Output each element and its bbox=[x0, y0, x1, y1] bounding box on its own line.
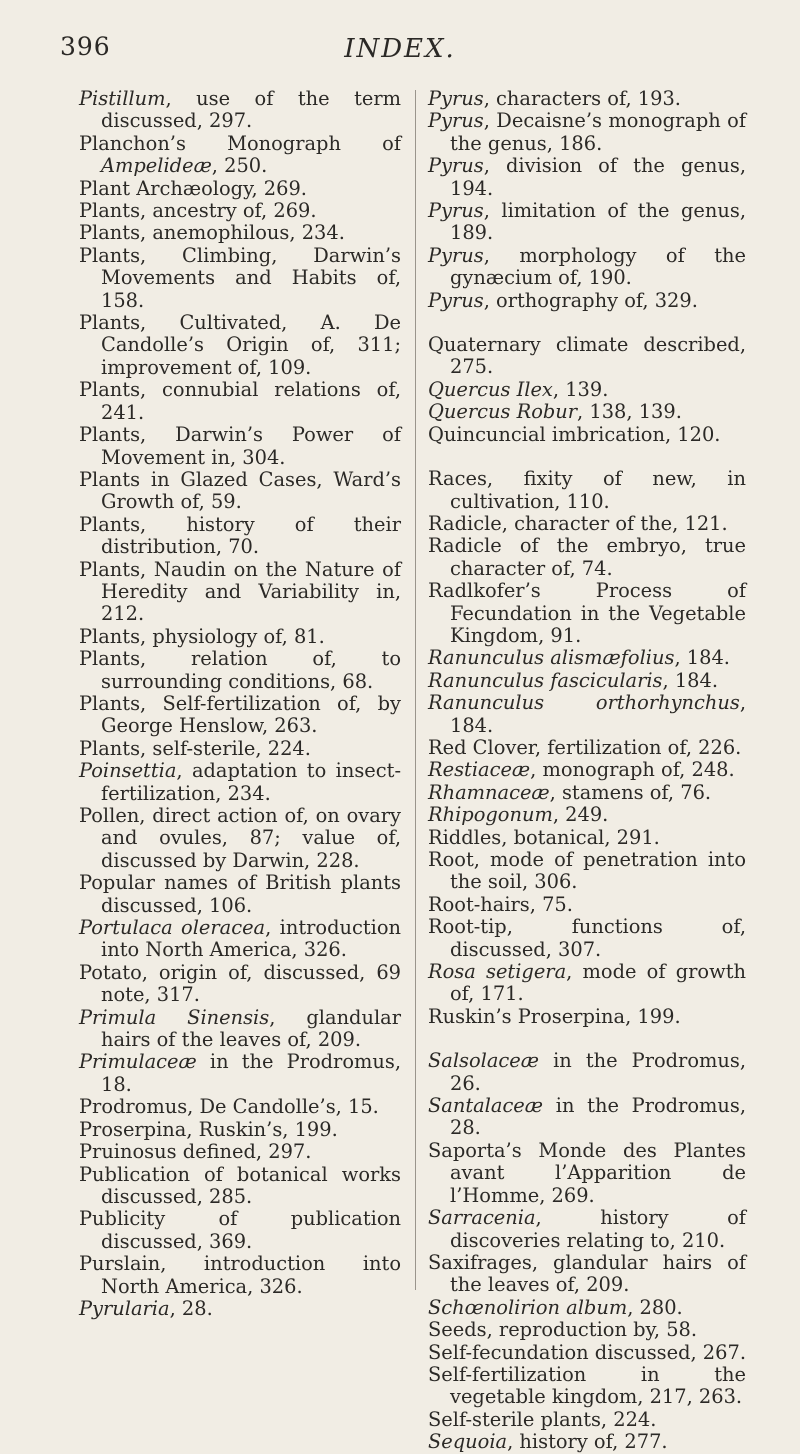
entry-text: Seeds, reproduction by, 58. bbox=[428, 1318, 698, 1342]
index-entry bbox=[79, 760, 401, 805]
index-column-left bbox=[79, 88, 401, 1320]
entry-text: Plants, self-sterile, 224. bbox=[79, 736, 311, 760]
index-entry bbox=[79, 1119, 401, 1141]
entry-italic-term: Santalaceæ bbox=[428, 1094, 544, 1118]
entry-text: Ruskin’s Proserpina, 199. bbox=[428, 1004, 681, 1028]
index-entry bbox=[428, 1050, 746, 1095]
index-entry bbox=[428, 782, 746, 804]
entry-text: Quincuncial imbrication, 120. bbox=[428, 422, 721, 446]
entry-text: Plants, physiology of, 81. bbox=[79, 624, 325, 648]
index-entry bbox=[79, 514, 401, 559]
index-entry bbox=[79, 200, 401, 222]
index-entry bbox=[428, 827, 746, 849]
index-entry bbox=[79, 424, 401, 469]
entry-text: Plants, Self-fertilization of, by George Henslow, 263. bbox=[79, 691, 401, 738]
entry-text: , history of discoveries relating to, 210. bbox=[450, 1206, 746, 1252]
entry-text: , orthography of, 329. bbox=[483, 288, 698, 312]
index-entry bbox=[79, 1298, 401, 1320]
index-entry bbox=[428, 894, 746, 916]
index-entry bbox=[428, 1140, 746, 1207]
entry-italic-term: Ranunculus fascicularis bbox=[428, 668, 663, 692]
entry-text: Purslain, introduction into North America, 326. bbox=[79, 1252, 401, 1298]
index-entry bbox=[428, 535, 746, 580]
entry-text: , adaptation to insect-fertilization, 234. bbox=[101, 759, 401, 805]
entry-italic-term: Primula Sinensis bbox=[79, 1005, 270, 1029]
index-entry bbox=[428, 1431, 746, 1453]
entry-italic-term: Poinsettia bbox=[79, 759, 177, 783]
entry-italic-term: Quercus Ilex bbox=[428, 377, 553, 401]
entry-italic-term: Pyrus bbox=[428, 243, 484, 267]
entry-text: Plants, anemophilous, 234. bbox=[79, 221, 345, 245]
entry-text: Root-hairs, 75. bbox=[428, 892, 573, 916]
index-entry bbox=[79, 469, 401, 514]
entry-text: Proserpina, Ruskin’s, 199. bbox=[79, 1117, 338, 1141]
entry-italic-term: Pyrus bbox=[428, 288, 484, 312]
entry-text: Saxifrages, glandular hairs of the leaves of, 209. bbox=[428, 1250, 746, 1297]
index-entry bbox=[428, 670, 746, 692]
entry-italic-term: Restiaceæ bbox=[428, 758, 531, 782]
entry-text: Riddles, botanical, 291. bbox=[428, 825, 660, 849]
entry-text: Plants, Cultivated, A. De Candolle’s Origin of, 311; improvement of, 109. bbox=[79, 311, 401, 379]
entry-italic-term: Rosa setigera bbox=[428, 960, 567, 984]
entry-italic-term: Pyrus bbox=[428, 87, 484, 110]
index-entry bbox=[428, 1006, 746, 1028]
index-entry bbox=[428, 290, 746, 312]
index-entry bbox=[79, 1096, 401, 1118]
index-entry bbox=[79, 693, 401, 738]
entry-italic-term: Pyrus bbox=[428, 154, 484, 178]
index-entry bbox=[428, 401, 746, 423]
index-entry bbox=[428, 737, 746, 759]
index-entry bbox=[79, 379, 401, 424]
index-entry bbox=[428, 692, 746, 737]
index-entry bbox=[79, 917, 401, 962]
index-entry bbox=[428, 200, 746, 245]
entry-italic-term: Pyrus bbox=[428, 199, 484, 223]
entry-italic-term: Ranunculus orthorhynchus bbox=[428, 691, 740, 715]
entry-text: Self-fecundation discussed, 267. bbox=[428, 1340, 746, 1364]
index-entry bbox=[428, 334, 746, 379]
entry-italic-term: Pyrularia bbox=[79, 1296, 170, 1320]
index-column-right bbox=[428, 88, 746, 1454]
entry-italic-term: Quercus Robur bbox=[428, 400, 578, 424]
index-entry bbox=[79, 245, 401, 312]
index-entry bbox=[79, 738, 401, 760]
entry-text: , history of, 277. bbox=[507, 1430, 668, 1454]
index-entry bbox=[428, 110, 746, 155]
index-entry bbox=[428, 1252, 746, 1297]
index-entry bbox=[428, 916, 746, 961]
entry-text: Plants, Darwin’s Power of Movement in, 304. bbox=[79, 423, 401, 469]
entry-text: , 184. bbox=[674, 646, 730, 670]
entry-text: Self-fertilization in the vegetable kingdom, 217, 263. bbox=[428, 1362, 746, 1409]
index-entry bbox=[428, 1207, 746, 1252]
entry-text: Plants, Naudin on the Nature of Heredity and Variability in, 212. bbox=[79, 557, 401, 626]
entry-text: , 138, 139. bbox=[577, 400, 682, 424]
index-entry bbox=[79, 1208, 401, 1253]
index-entry bbox=[428, 88, 746, 110]
index-entry bbox=[428, 1095, 746, 1140]
entry-text: , glandular hairs of the leaves of, 209. bbox=[101, 1005, 401, 1052]
entry-text: Publication of botanical works discussed, 285. bbox=[79, 1162, 401, 1208]
entry-text: , characters of, 193. bbox=[483, 87, 681, 110]
index-entry bbox=[79, 805, 401, 872]
index-entry bbox=[428, 245, 746, 290]
index-entry bbox=[79, 222, 401, 244]
entry-text: Plants, Climbing, Darwin’s Movements and Habits of, 158. bbox=[79, 243, 401, 312]
entry-italic-term: Pistillum bbox=[79, 87, 166, 110]
index-entry bbox=[428, 804, 746, 826]
index-entry bbox=[428, 513, 746, 535]
entry-italic-term: Sarracenia bbox=[428, 1206, 536, 1230]
entry-text: , 139. bbox=[552, 377, 609, 401]
entry-text: , 249. bbox=[552, 803, 609, 827]
entry-text: , Decaisne’s monograph of the genus, 186. bbox=[450, 109, 746, 155]
index-entry bbox=[79, 648, 401, 693]
running-head: INDEX. bbox=[344, 34, 456, 64]
entry-text: Plants, relation of, to surrounding conditions, 68. bbox=[79, 647, 401, 693]
index-entry bbox=[79, 626, 401, 648]
entry-text: Quaternary climate described, 275. bbox=[428, 333, 746, 379]
entry-italic-term: Rhipogonum bbox=[428, 803, 553, 827]
entry-text: , 28. bbox=[169, 1296, 213, 1320]
column-divider bbox=[415, 90, 416, 1290]
index-entry bbox=[79, 872, 401, 917]
entry-text: Planchon’s Monograph of bbox=[79, 131, 401, 155]
entry-text: , 184. bbox=[450, 691, 746, 737]
index-entry bbox=[428, 424, 746, 446]
entry-text: , 280. bbox=[627, 1295, 683, 1319]
entry-text: Plants, ancestry of, 269. bbox=[79, 199, 317, 223]
entry-italic-term: Pyrus bbox=[428, 109, 484, 133]
entry-text: , mode of growth of, 171. bbox=[450, 960, 746, 1006]
index-entry bbox=[79, 1141, 401, 1163]
entry-text: , stamens of, 76. bbox=[549, 780, 712, 804]
index-entry bbox=[428, 379, 746, 401]
index-entry bbox=[428, 1364, 746, 1409]
entry-text: , division of the genus, 194. bbox=[450, 154, 746, 200]
index-entry bbox=[428, 759, 746, 781]
entry-text: in the Prodromus, 28. bbox=[450, 1094, 746, 1140]
index-entry bbox=[428, 580, 746, 647]
entry-text: Root-tip, functions of, discussed, 307. bbox=[428, 915, 746, 961]
index-entry bbox=[428, 961, 746, 1006]
index-entry bbox=[428, 468, 746, 513]
index-entry bbox=[428, 1409, 746, 1431]
index-entry bbox=[79, 1253, 401, 1298]
entry-italic-term: Primulaceæ bbox=[79, 1050, 197, 1074]
entry-text: , use of the term discussed, 297. bbox=[101, 87, 401, 133]
entry-text: , monograph of, 248. bbox=[530, 758, 735, 782]
index-entry bbox=[79, 1164, 401, 1209]
entry-italic-term: Rhamnaceæ bbox=[428, 780, 550, 804]
entry-text: , introduction into North America, 326. bbox=[101, 916, 401, 962]
entry-text: Radlkofer’s Process of Fecundation in the Vegetable Kingdom, 91. bbox=[428, 579, 746, 647]
entry-text: Self-sterile plants, 224. bbox=[428, 1407, 657, 1431]
index-entry bbox=[79, 1007, 401, 1052]
entry-text: Red Clover, fertilization of, 226. bbox=[428, 735, 742, 759]
index-entry bbox=[428, 155, 746, 200]
index-entry bbox=[79, 962, 401, 1007]
index-entry bbox=[79, 178, 401, 200]
index-entry bbox=[79, 559, 401, 626]
entry-text: Radicle of the embryo, true character of, 74. bbox=[428, 534, 746, 580]
index-entry bbox=[428, 647, 746, 669]
index-entry bbox=[79, 1051, 401, 1096]
entry-text: Popular names of British plants discussed, 106. bbox=[79, 871, 401, 917]
entry-text: Pollen, direct action of, on ovary and ovules, 87; value of, discussed by Darwin, 228. bbox=[79, 804, 401, 872]
entry-text: Plants in Glazed Cases, Ward’s Growth of, 59. bbox=[79, 467, 401, 514]
entry-text: Potato, origin of, discussed, 69 note, 317. bbox=[79, 960, 401, 1007]
entry-italic-term: Schœnolirion album bbox=[428, 1295, 628, 1319]
entry-text: in the Prodromus, 26. bbox=[450, 1049, 746, 1095]
index-entry bbox=[79, 88, 401, 133]
entry-italic-term: Salsolaceæ bbox=[428, 1049, 539, 1073]
entry-text: Plants, history of their distribution, 70. bbox=[79, 512, 401, 559]
entry-text: Publicity of publication discussed, 369. bbox=[79, 1207, 401, 1253]
index-entry bbox=[428, 1342, 746, 1364]
entry-italic-term: Ranunculus alismæfolius bbox=[428, 646, 675, 670]
index-entry bbox=[428, 849, 746, 894]
entry-text: in the Prodromus, 18. bbox=[101, 1050, 401, 1096]
entry-text: Races, fixity of new, in cultivation, 110. bbox=[428, 467, 746, 513]
page-number: 396 bbox=[60, 32, 111, 61]
entry-text: , morphology of the gynæcium of, 190. bbox=[450, 243, 746, 290]
entry-text: Saporta’s Monde des Plantes avant l’Apparition de l’Homme, 269. bbox=[428, 1138, 746, 1207]
entry-text: , limitation of the genus, 189. bbox=[450, 199, 746, 245]
index-entry bbox=[428, 1319, 746, 1341]
entry-italic-term: Ampelideæ bbox=[101, 154, 212, 178]
entry-text: Plant Archæology, 269. bbox=[79, 176, 307, 200]
entry-text: Root, mode of penetration into the soil, 306. bbox=[428, 848, 746, 894]
entry-text: , 250. bbox=[211, 154, 268, 178]
index-entry bbox=[428, 1297, 746, 1319]
entry-text: Prodromus, De Candolle’s, 15. bbox=[79, 1095, 379, 1119]
entry-italic-term: Sequoia bbox=[428, 1430, 508, 1454]
entry-text: Radicle, character of the, 121. bbox=[428, 511, 728, 535]
entry-text: Plants, connubial relations of, 241. bbox=[79, 378, 401, 424]
index-entry bbox=[79, 133, 401, 178]
entry-text: Pruinosus defined, 297. bbox=[79, 1140, 312, 1164]
index-entry bbox=[79, 312, 401, 379]
entry-text: , 184. bbox=[662, 668, 719, 692]
entry-italic-term: Portulaca oleracea bbox=[79, 916, 266, 940]
